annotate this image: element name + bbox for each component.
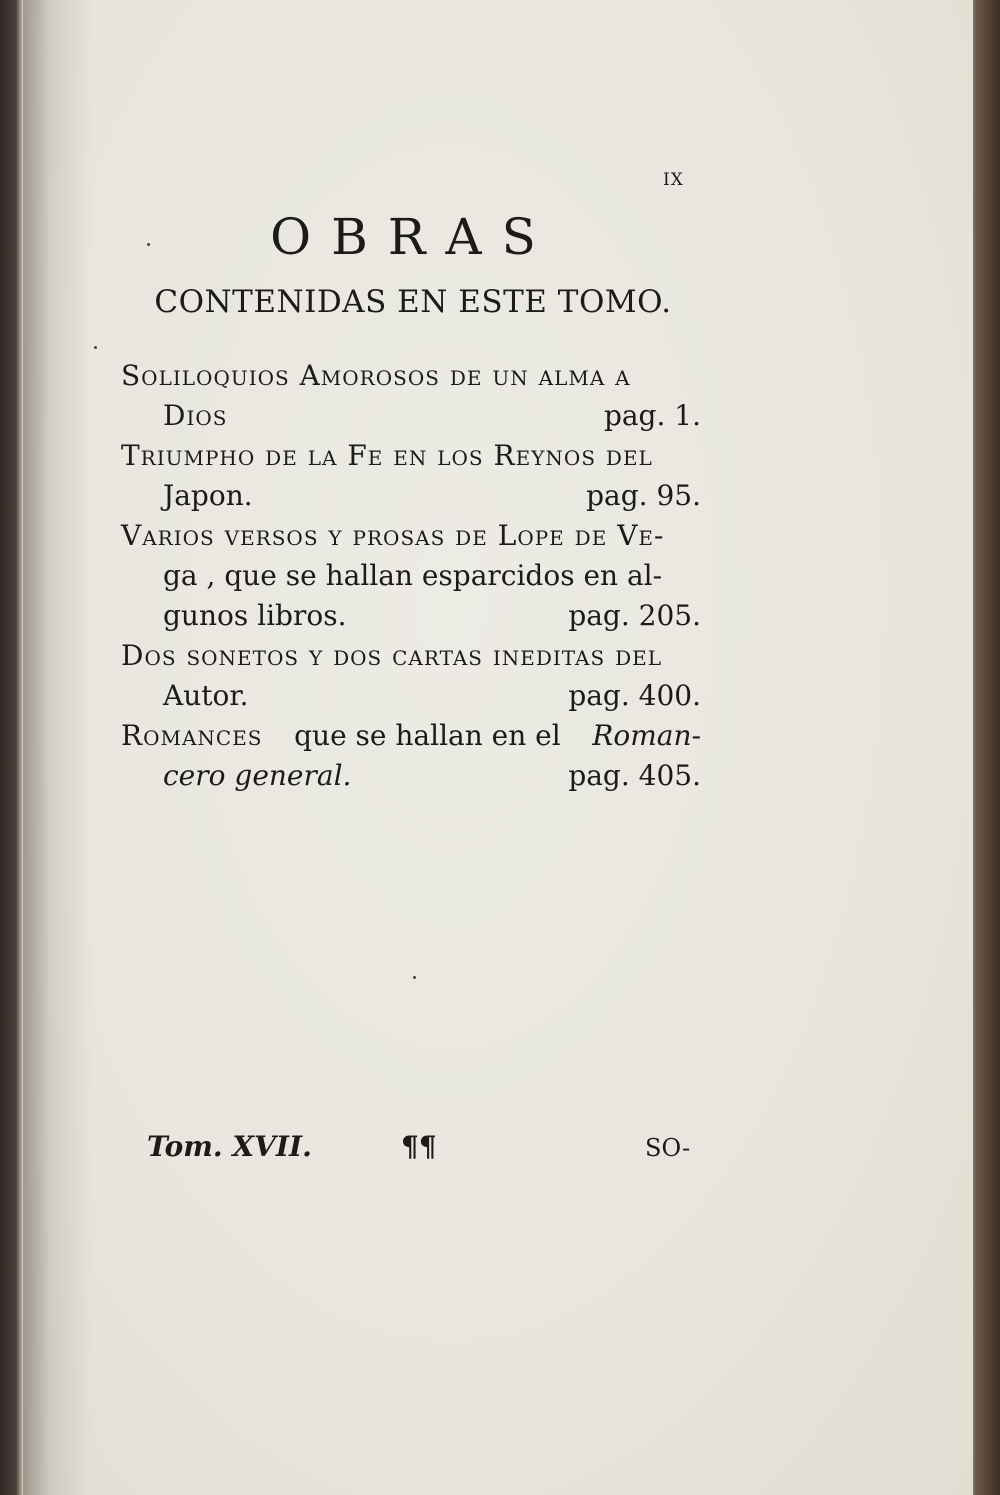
entry-line bbox=[121, 596, 701, 636]
entry-line bbox=[121, 396, 701, 436]
entry-text: Autor. bbox=[163, 679, 249, 712]
contents-list bbox=[121, 356, 701, 796]
show-through-text bbox=[148, 860, 163, 930]
book-page bbox=[22, 0, 973, 1495]
entry-line: ga , que se hallan esparcidos en al- bbox=[163, 559, 663, 592]
entry-line: Triumpho de la Fe en los Reynos del bbox=[121, 439, 653, 472]
entry-line: Varios versos y prosas de Lope de Ve- bbox=[121, 519, 665, 552]
entry-text: Dios bbox=[163, 399, 228, 432]
pilcrow-mark: ¶¶ bbox=[401, 1130, 437, 1163]
entry-line bbox=[121, 676, 701, 716]
ink-speck bbox=[413, 976, 416, 979]
entry-text: gunos libros. bbox=[163, 599, 347, 632]
entry-page-ref: pag. 1. bbox=[603, 399, 701, 432]
contents-entry bbox=[121, 516, 701, 636]
entry-page-ref: pag. 405. bbox=[568, 759, 701, 792]
entry-line bbox=[121, 716, 701, 756]
entry-line: Soliloquios Amorosos de un alma a bbox=[121, 359, 631, 392]
contents-entry bbox=[121, 716, 701, 796]
entry-text: cero general. bbox=[163, 759, 352, 792]
entry-line: Dos sonetos y dos cartas ineditas del bbox=[121, 639, 663, 672]
entry-page-ref: pag. 400. bbox=[568, 679, 701, 712]
signature-mark: Tom. XVII. bbox=[147, 1130, 312, 1163]
entry-text: que se hallan en el bbox=[294, 719, 561, 752]
contents-entry bbox=[121, 436, 701, 516]
page-folio: IX bbox=[663, 170, 684, 190]
page-subtitle: CONTENIDAS EN ESTE TOMO. bbox=[154, 284, 672, 320]
entry-text: Roman- bbox=[592, 719, 701, 752]
entry-line bbox=[121, 756, 701, 796]
entry-page-ref: pag. 205. bbox=[568, 599, 701, 632]
entry-text: Romances bbox=[121, 719, 263, 752]
ink-speck bbox=[147, 243, 150, 246]
catchword: SO- bbox=[645, 1134, 691, 1162]
contents-entry bbox=[121, 636, 701, 716]
contents-entry bbox=[121, 356, 701, 436]
ink-speck bbox=[94, 346, 97, 349]
entry-line bbox=[121, 476, 701, 516]
entry-page-ref: pag. 95. bbox=[586, 479, 701, 512]
entry-text: Japon. bbox=[163, 479, 253, 512]
page-title: OBRAS bbox=[270, 208, 556, 266]
